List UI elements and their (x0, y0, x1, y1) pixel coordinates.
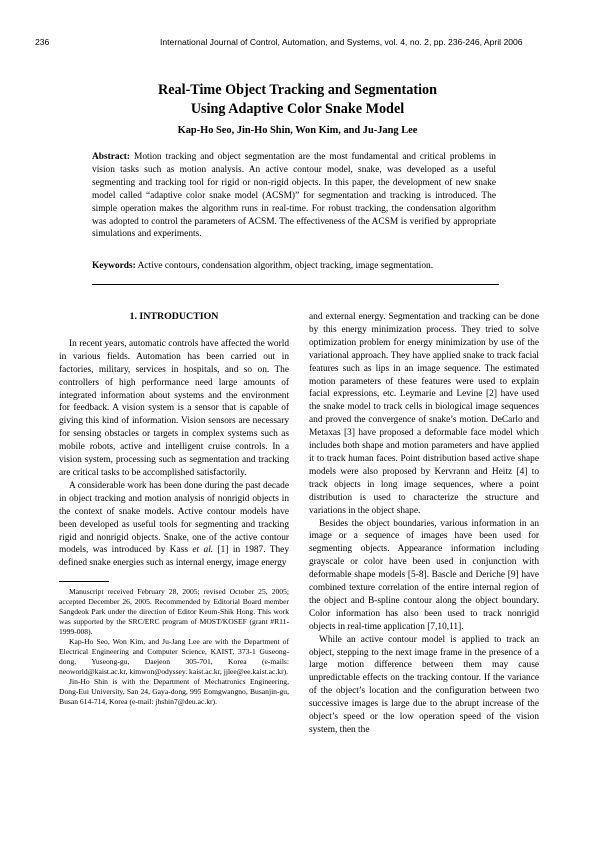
intro-paragraph-2-etal: et al. (192, 545, 214, 556)
footnote-divider (59, 581, 109, 582)
keywords (92, 261, 512, 271)
intro-paragraph-1: In recent years, automatic controls have affected the world in various fields. Automation has been carried out in factories, military, services in hospitals, and so on. The controllers of high performance need large amounts of integrated information about systems and the environment for feedback. A vision system is a sensor that is capable of giving this kind of information. Vision sensors are necessary for sensing obstacles or targets in complex systems such as mobile robots, active and intelligent cruise controls. In a vision system, processing such as segmentation and tracking are critical tasks to be accomplished satisfactorily. (59, 338, 289, 478)
footnote-affiliation-dongeui: Jin-Ho Shin is with the Department of Mechatronics Engineering, Dong-Eui University, San 24, Gaya-dong, 995 Eomgwangno, Busanjin-gu, Busan 614-714, Korea (e-mail: jhshin7@deu.ac.kr). (59, 677, 289, 707)
body-paragraph-boundaries: Besides the object boundaries, various information in an image or a sequence of images have been used for segmenting objects. Appearance information including grayscale or color have been used in conjunction with deformable shape models [5-8]. Bascle and Deriche [9] have combined texture correlation of the entire internal region of the object and B-spline contour along the object boundary. Color information has also been used to track nonrigid objects in real-time application [7,10,11]. (309, 518, 539, 632)
abstract-label: Abstract: (92, 152, 131, 162)
title-line-2: Using Adaptive Color Snake Model (190, 101, 405, 117)
section-heading: 1. INTRODUCTION (129, 311, 219, 322)
left-column (59, 311, 289, 707)
page-number: 236 (35, 37, 50, 47)
intro-paragraph-2 (59, 480, 289, 570)
author-list: Kap-Ho Seo, Jin-Ho Shin, Won Kim, and Ju-Jang Lee (177, 125, 418, 136)
abstract-divider (92, 284, 499, 285)
journal-reference: International Journal of Control, Automation, and Systems, vol. 4, no. 2, pp. 236-246, April 2006 (160, 37, 523, 47)
body-paragraph-continued: and external energy. Segmentation and tracking can be done by this energy minimization process. They tried to solve optimization problem for energy minimization by use of the variational approach. They have applied snake to track facial features such as lips in an image sequence. The estimated motion parameters of these features were used to explain facial expressions, etc. Leymarie and Levine [2] have used the snake model to track cells in biological image sequences and proved the convergence of snake’s motion. DeCarlo and Metaxas [3] have proposed a deformable face model which includes both shape and motion parameters and have applied it to track human faces. Point distribution based active shape models were also proposed by Kervrann and Heitz [4] to track objects in long image sequences, where a point distribution is used to characterize the structure and variations in the object shape. (309, 312, 539, 516)
keywords-text: Active contours, condensation algorithm, object tracking, image segmentation. (135, 261, 434, 271)
paper-title (0, 81, 595, 119)
keywords-label: Keywords: (92, 261, 136, 271)
abstract-text: Motion tracking and object segmentation are the most fundamental and critical problems in vision tasks such as motion analysis. An active contour model, snake, was developed as a useful segmenting and tracking tool for rigid or non-rigid objects. In this paper, the development of new snake model called “adaptive color snake model (ACSM)” for segmentation and tracking is introduced. The simple operation makes the algorithm runs in real-time. For robust tracking, the condensation algorithm was adopted to control the parameters of ACSM. The effectiveness of the ACSM is verified by appropriate simulations and experiments. (92, 152, 496, 240)
footnote-manuscript: Manuscript received February 28, 2005; revised October 25, 2005; accepted December 26, 2005. Recommended by Editorial Board member Sangdeok Park under the direction of Editor Keum-Shik Hong. This work was supported by the SRC/ERC program of MOST/KOSEF (grant #R11- 1999-008). (59, 587, 289, 637)
abstract (92, 151, 496, 241)
intro-paragraph-2-text-a: A considerable work has been done during the past decade in object tracking and motion analysis of nonrigid objects in the context of snake models. Active contour models have been developed as useful tools for segmenting and tracking rigid and nonrigid objects. Snake, one of the active contour models, was introduced by Kass (59, 480, 289, 556)
intro-paragraph-2-text-b: [1] in 1987. They defined snake energies such as internal energy, image energy (59, 545, 289, 569)
footnote-affiliation-kaist: Kap-Ho Seo, Won Kim, and Ju-Jang Lee are with the Department of Electrical Engineering and Computer Science, KAIST, 373-1 Guseong-dong, Yuseong-gu, Daejeon 305-701, Korea (e-mails: neoworld@kaist.ac.kr, kimwon@odyssey. kaist.ac.kr, jjlee@ee.kaist.ac.kr). (59, 637, 289, 677)
body-paragraph-tracking: While an active contour model is applied to track an object, stepping to the next image frame in the presence of a large motion difference between them may cause unpredictable effects on the tracking contour. If the variance of the object’s location and the configuration between two successive images is large due to the abrupt increase of the object’s speed or the low operation speed of the vision system, then the (309, 634, 539, 735)
title-line-1: Real-Time Object Tracking and Segmentation (157, 82, 437, 98)
right-column (309, 311, 539, 737)
